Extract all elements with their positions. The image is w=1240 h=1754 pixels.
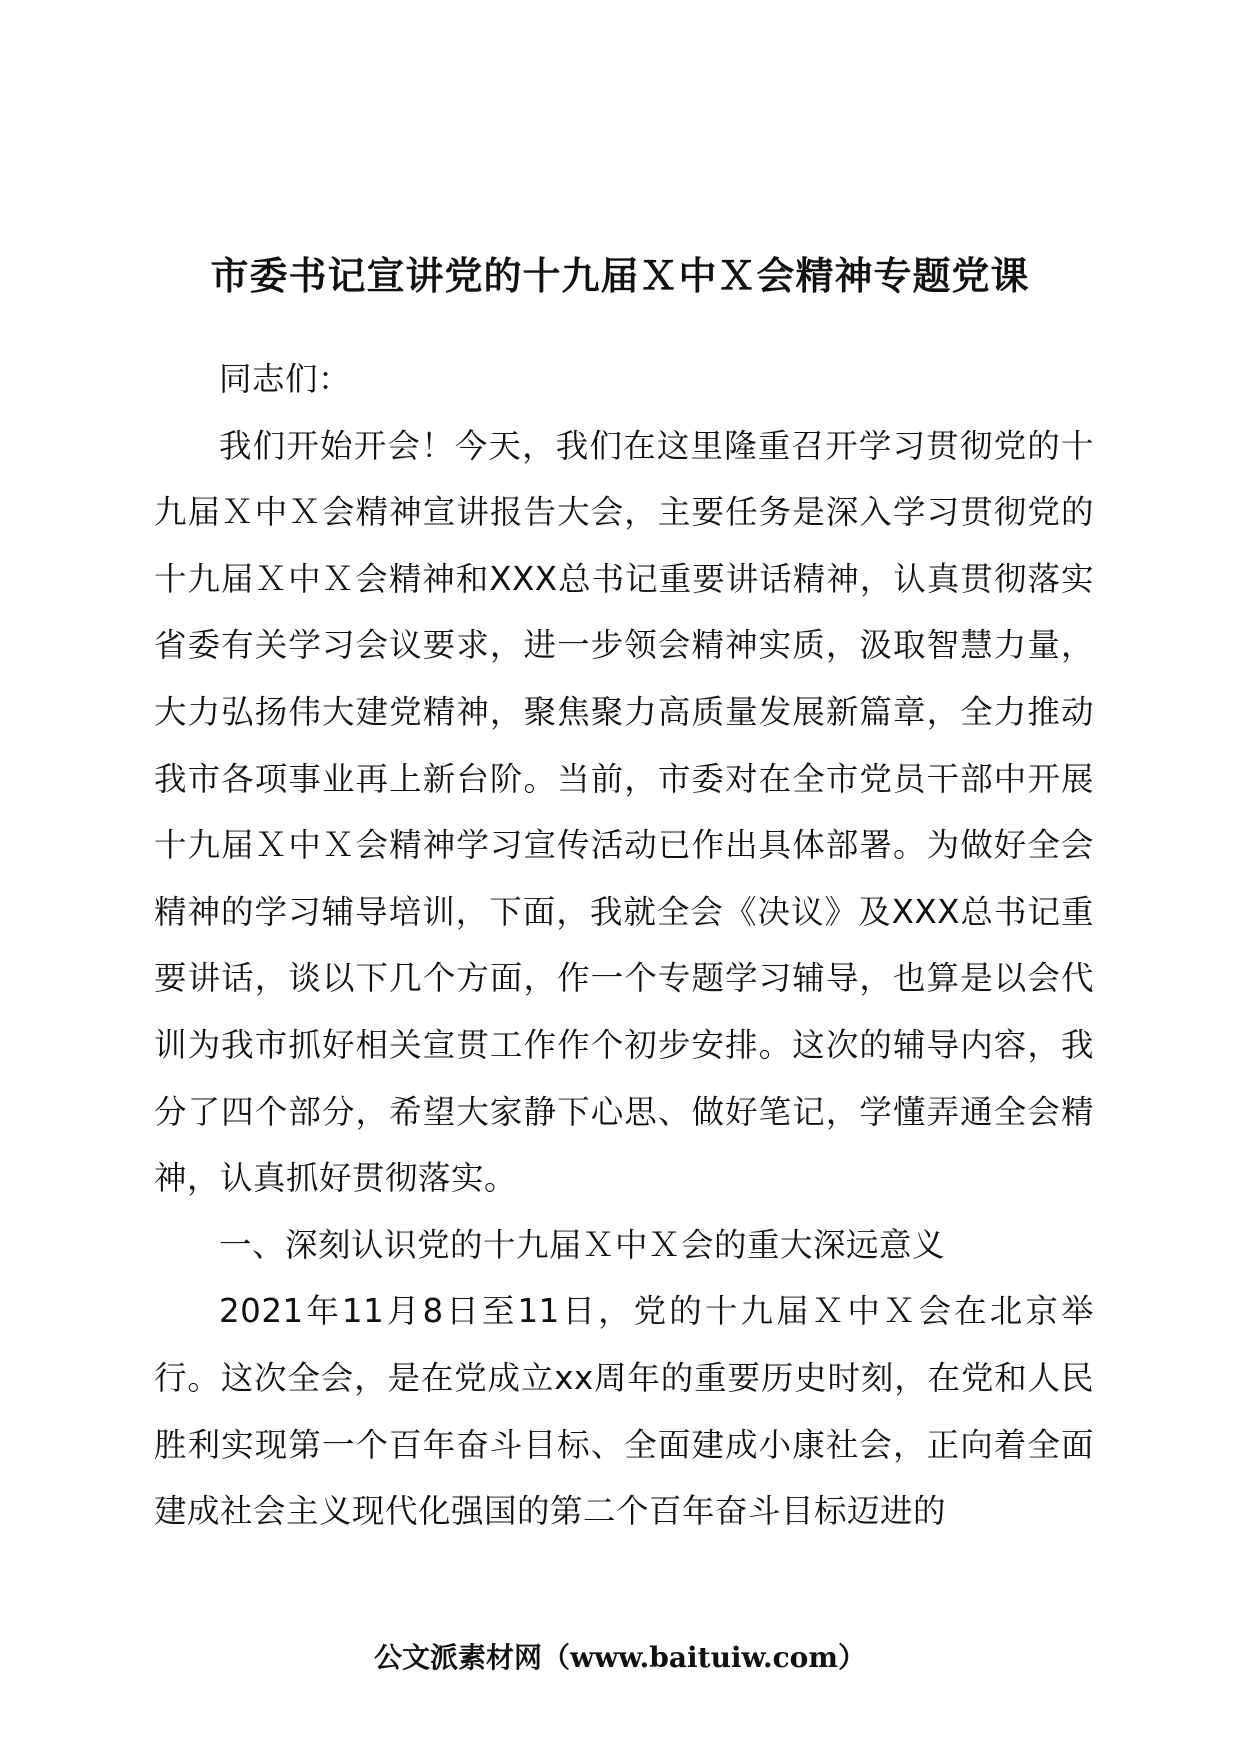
document-body [154,346,1094,1545]
salutation-paragraph: 同志们： [219,360,352,398]
document-title: 市委书记宣讲党的十九届Ｘ中Ｘ会精神专题党课 [210,253,1030,298]
footer-watermark: 公文派素材网（www.baituiw.com） [374,1641,866,1674]
section-heading: 一、深刻认识党的十九届Ｘ中Ｘ会的重大深远意义 [219,1225,946,1264]
intro-paragraph: 我们开始开会！今天，我们在这里隆重召开学习贯彻党的十九届Ｘ中Ｘ会精神宣讲报告大会，主要任务是深入学习贯彻党的十九届Ｘ中Ｘ会精神和XXX总书记重要讲话精神，认真贯彻落实省委有关学习会议要求，进一步领会精神实质，汲取智慧力量，大力弘扬伟大建党精神，聚焦聚力高质量发展新篇章，全力推动我市各项事业再上新台阶。当前，市委对在全市党员干部中开展十九届Ｘ中Ｘ会精神学习宣传活动已作出具体部署。为做好全会精神的学习辅导培训，下面，我就全会《决议》及XXX总书记重要讲话，谈以下几个方面，作一个专题学习辅导，也算是以会代训为我市抓好相关宣贯工作作个初步安排。这次的辅导内容，我分了四个部分，希望大家静下心思、做好笔记，学懂弄通全会精神，认真抓好贯彻落实。 [154,426,1094,1198]
section-paragraph: 2021年11月8日至11日，党的十九届Ｘ中Ｘ会在北京举行。这次全会，是在党成立xx周年的重要历史时刻，在党和人民胜利实现第一个百年奋斗目标、全面建成小康社会，正向着全面建成社会主义现代化强国的第二个百年奋斗目标迈进的 [154,1292,1094,1531]
